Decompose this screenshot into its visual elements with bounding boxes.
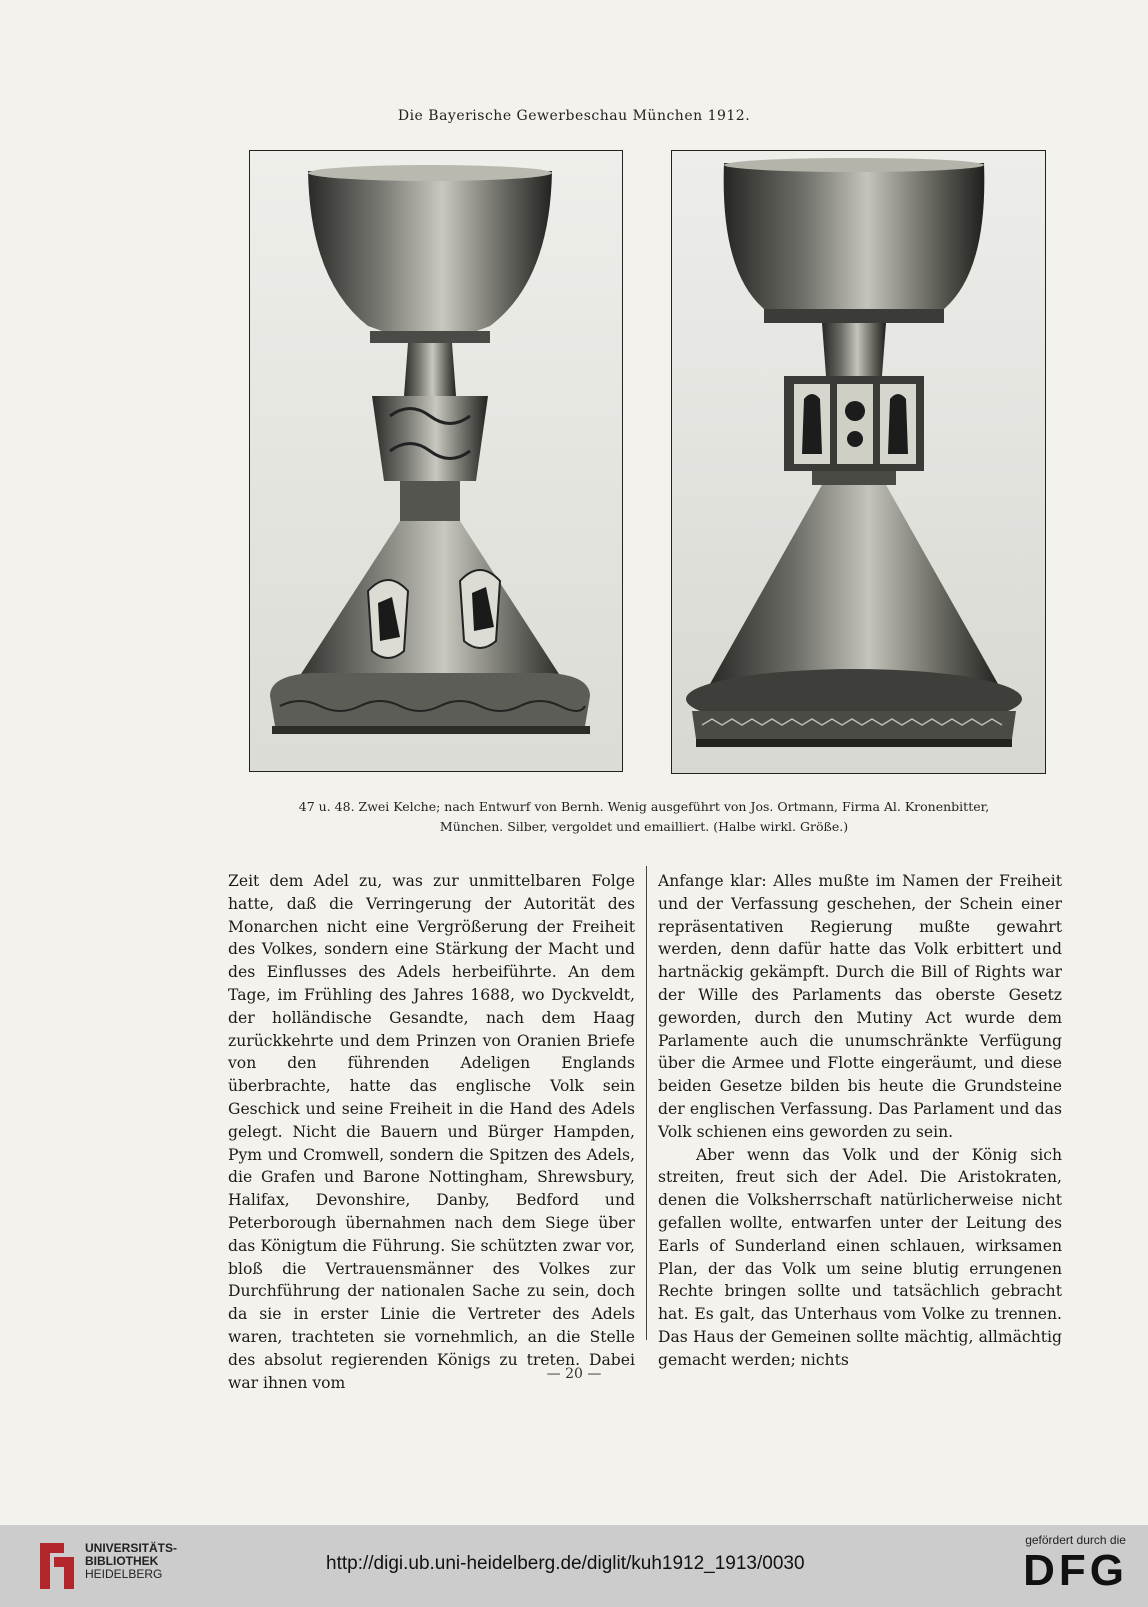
chalice-left-illustration bbox=[250, 151, 622, 771]
dfg-logo[interactable]: DFG bbox=[1023, 1546, 1128, 1595]
text-column-right bbox=[658, 870, 1062, 1372]
right-paragraph-2: Aber wenn das Volk und der König sich streiten, freut sich der Adel. Die Aristokraten, denen die Volksherrschaft natürlicherweise nicht gefallen wollte, entwarfen unter der Leitung des Earls of Sunderland einen schlauen, wirksamen Plan, der das Volk um seine blutig errungenen Rechte bringen sollte und tatsächlich gebracht hat. Es galt, das Unterhaus vom Volke zu trennen. Das Haus der Gemeinen sollte mächtig, allmächtig gemacht werden; nichts bbox=[658, 1145, 1062, 1369]
caption-line-1: 47 u. 48. Zwei Kelche; nach Entwurf von Bernh. Wenig ausgeführt von Jos. Ortmann, Firma Al. Kronenbitter, bbox=[298, 799, 990, 814]
page-number: — 20 — bbox=[546, 1366, 602, 1382]
caption-line-2: München. Silber, vergoldet und emailliert. (Halbe wirkl. Größe.) bbox=[439, 819, 849, 834]
chalice-photo-left bbox=[249, 150, 623, 772]
left-paragraph: Zeit dem Adel zu, was zur unmittelbaren Folge hatte, daß die Verringerung der Autorität des Monarchen nicht eine Vergrößerung der Freiheit des Volkes, sondern eine Stärkung der Macht und des Einflusses des Adels herbeiführte. An dem Tage, im Frühling des Jahres 1688, wo Dyckveldt, der holländische Gesandte, nach dem Haag zurückkehrte und dem Prinzen von Oranien Briefe von den führenden Adeligen Englands überbrachte, hatte das englische Volk sein Geschick und seine Freiheit in die Hand des Adels gelegt. Nicht die Bauern und Bürger Hampden, Pym und Cromwell, sondern die Spitzen des Adels, die Grafen und Barone Nottingham, Shrewsbury, Halifax, Devonshire, Danby, Bedford und Peterborough übernahmen nach dem Siege über das Königtum die Führung. Sie schützten zwar vor, bloß die Vertrauensmänner des Volkes zur Durchführung der nationalen Sache zu sein, doch da sie in erster Linie die Vertreter des Adels waren, trachteten sie vornehmlich, an die Stelle des absolut regierenden Königs zu treten. Dabei war ihnen vom bbox=[228, 872, 635, 1392]
column-divider bbox=[646, 866, 647, 1340]
funding-block bbox=[1023, 1533, 1128, 1595]
right-paragraph-1: Anfange klar: Alles mußte im Namen der Freiheit und der Verfassung geschehen, der Schein einer repräsentativen Regierung mußte gewahrt werden, denn dafür hatte das Volk erbittert und hartnäckig gekämpft. Durch die Bill of Rights war der Wille des Parlaments das oberste Gesetz geworden, durch den Mutiny Act wurde dem Parlamente auch die unumschränkte Verfügung über die Armee und Flotte eingeräumt, und diese beiden Gesetze bilden bis heute die Grundsteine der englischen Verfassung. Das Parlament und das Volk schienen eins geworden zu sein. bbox=[658, 872, 1062, 1141]
text-column-left bbox=[228, 870, 635, 1394]
digitization-footer bbox=[0, 1525, 1148, 1607]
source-url-link[interactable]: http://digi.ub.uni-heidelberg.de/diglit/kuh1912_1913/0030 bbox=[326, 1553, 805, 1574]
figure-caption bbox=[240, 797, 1048, 837]
institution-name: UNIVERSITÄTS- BIBLIOTHEK HEIDELBERG bbox=[85, 1541, 178, 1581]
running-header: Die Bayerische Gewerbeschau München 1912. bbox=[397, 108, 751, 124]
ub-heidelberg-logo-icon[interactable] bbox=[36, 1539, 78, 1597]
chalice-right-illustration bbox=[672, 151, 1045, 773]
funding-text: gefördert durch die bbox=[1025, 1533, 1126, 1547]
chalice-photo-right bbox=[671, 150, 1046, 774]
